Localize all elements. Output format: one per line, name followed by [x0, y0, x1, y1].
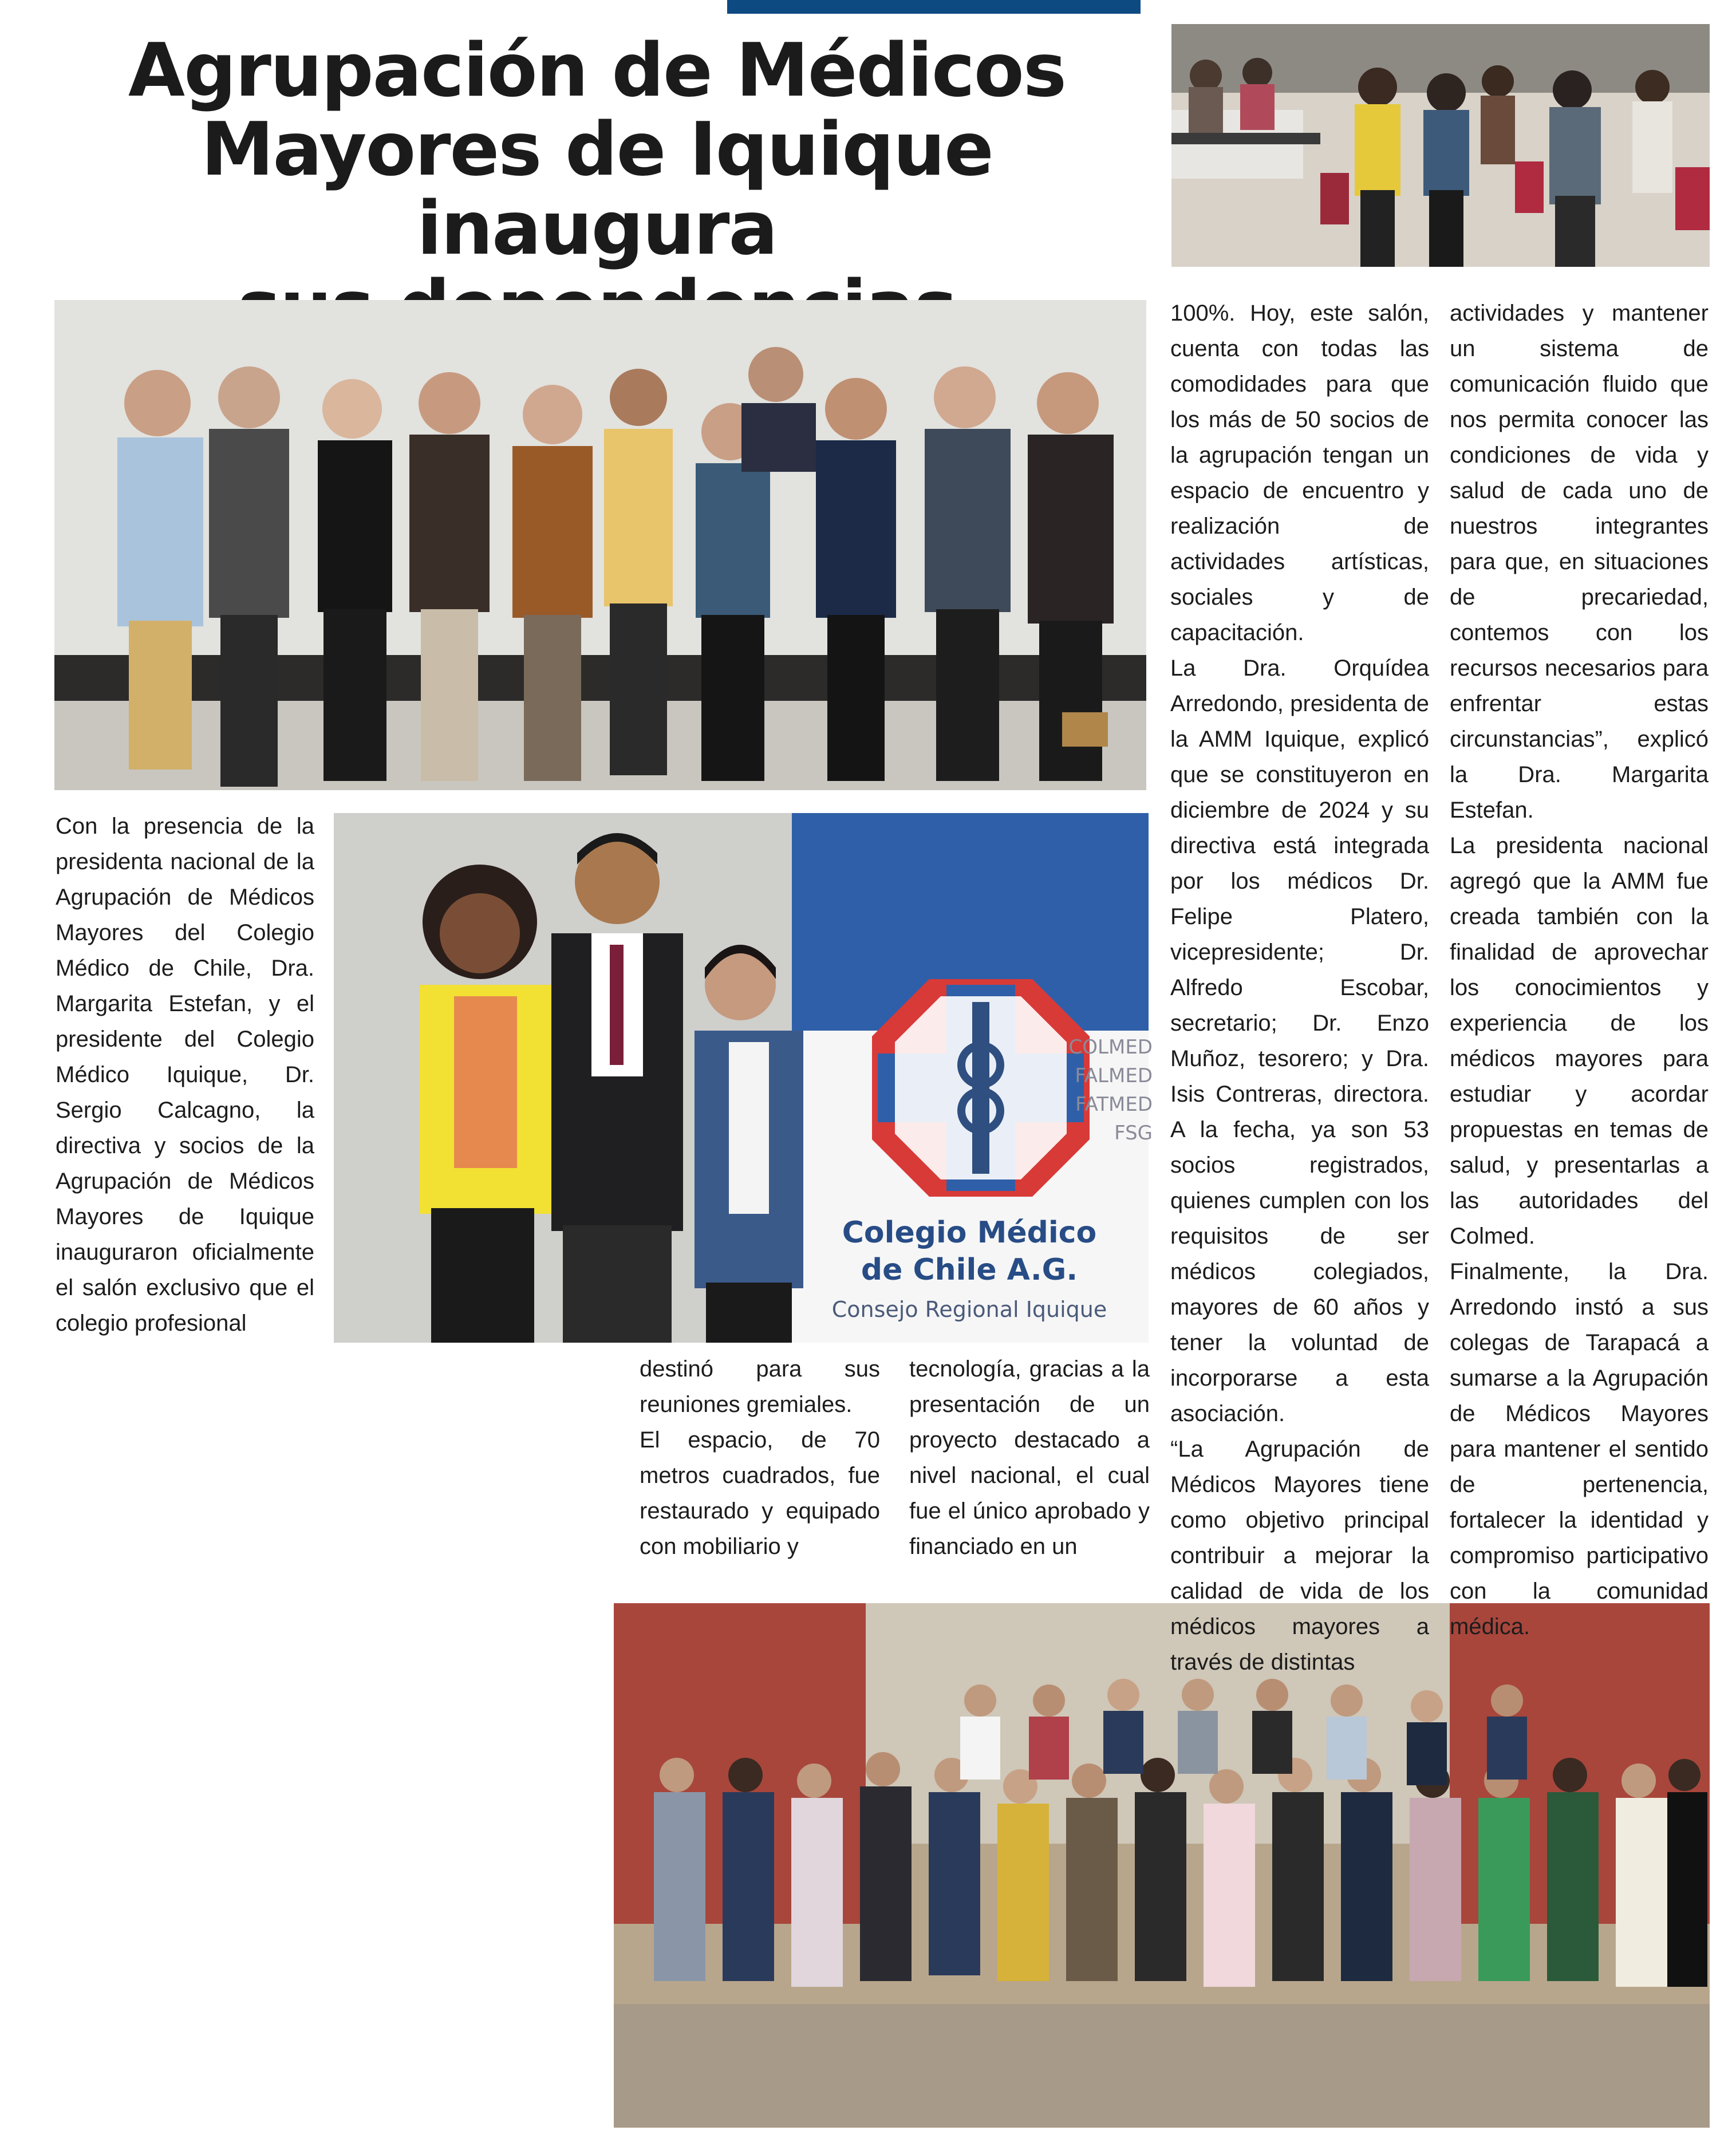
paragraph: Finalmente, la Dra. Arredondo instó a sus colegas de Tarapacá a sumarse a la Agrupación de Médicos Mayores para mantener el sentido de pertenencia, fortalecer la identidad y compromiso participativo con la comunidad médica.: [1450, 1259, 1709, 1639]
colmed-word-2: FALMED: [1075, 1064, 1153, 1087]
paragraph: 100%. Hoy, este salón, cuenta con todas las comodidades para que los más de 50 socios de la agrupación tengan un espacio de encuentro y realización de actividades artísticas, sociales y de capacitación.: [1170, 301, 1429, 645]
article-column-1: [56, 808, 314, 1341]
paragraph: “La Agrupación de Médicos Mayores tiene como objetivo principal contribuir a mejorar la calidad de vida de los médicos mayores a través de distintas: [1170, 1437, 1429, 1675]
article-column-2: [640, 1351, 880, 1564]
photo-audience: [1171, 24, 1710, 267]
article-column-3: [909, 1351, 1150, 1564]
paragraph: Con la presencia de la presidenta nacional de la Agrupación de Médicos Mayores del Colegio Médico de Chile, Dra. Margarita Estefan, y el presidente del Colegio Médico Iquique, Dr. Sergio Calcagno, la directiva y socios de la Agrupación de Médicos Mayores de Iquique inauguraron oficialmente el salón exclusivo que el colegio profesional: [56, 814, 314, 1336]
headline-line-2: Mayores de Iquique inaugura: [201, 107, 993, 271]
logo-title-line-1: Colegio Médico: [842, 1216, 1097, 1250]
paragraph: tecnología, gracias a la presentación de un proyecto destacado a nivel nacional, el cual fue el único aprobado y financiado en un: [909, 1356, 1150, 1559]
colmed-logo: [872, 979, 1090, 1197]
article-column-5: [1450, 295, 1709, 1644]
paragraph: El espacio, de 70 metros cuadrados, fue restaurado y equipado con mobiliario y: [640, 1427, 880, 1559]
colmed-word-4: FSG: [1114, 1122, 1153, 1145]
paragraph: La presidenta nacional agregó que la AMM fue creada también con la finalidad de aprovechar los conocimientos y experiencia de los médicos mayores para estudiar y acordar propuestas en temas de salud, y presentarlas a las autoridades del Colmed.: [1450, 833, 1709, 1249]
headline-line-1: Agrupación de Médicos: [128, 28, 1066, 113]
header-color-bar: [727, 0, 1141, 14]
photo-banner-trio: [334, 813, 1153, 1343]
paragraph: La Dra. Orquídea Arredondo, presidenta de la AMM Iquique, explicó que se constituyeron en diciembre de 2024 y su directiva está integrada por los médicos Dr. Felipe Platero, vicepresidente; Dr. Alfredo Escobar, secretario; Dr. Enzo Muñoz, tesorero; y Dra. Isis Contreras, directora. A la fecha, ya son 53 socios registrados, quienes cumplen con los requisitos de ser médicos colegiados, mayores de 60 años y tener la voluntad de incorporarse a esta asociación.: [1170, 656, 1429, 1426]
article-column-4: [1170, 295, 1429, 1680]
colmed-word-1: COLMED: [1068, 1036, 1153, 1059]
paragraph: destinó para sus reuniones gremiales.: [640, 1356, 880, 1417]
logo-title-line-2: de Chile A.G.: [861, 1253, 1078, 1287]
colmed-word-3: FATMED: [1075, 1093, 1153, 1116]
logo-subtitle: Consejo Regional Iquique: [831, 1297, 1107, 1322]
photo-group-courtyard: [614, 1603, 1710, 2128]
paragraph: actividades y mantener un sistema de comunicación fluido que nos permita conocer las condiciones de vida y salud de cada uno de nuestros integrantes para que, en situaciones de precariedad, contemos con los recursos necesarios para enfrentar estas circunstancias”, explicó la Dra. Margarita Estefan.: [1450, 301, 1709, 823]
photo-group-main: [54, 300, 1146, 790]
